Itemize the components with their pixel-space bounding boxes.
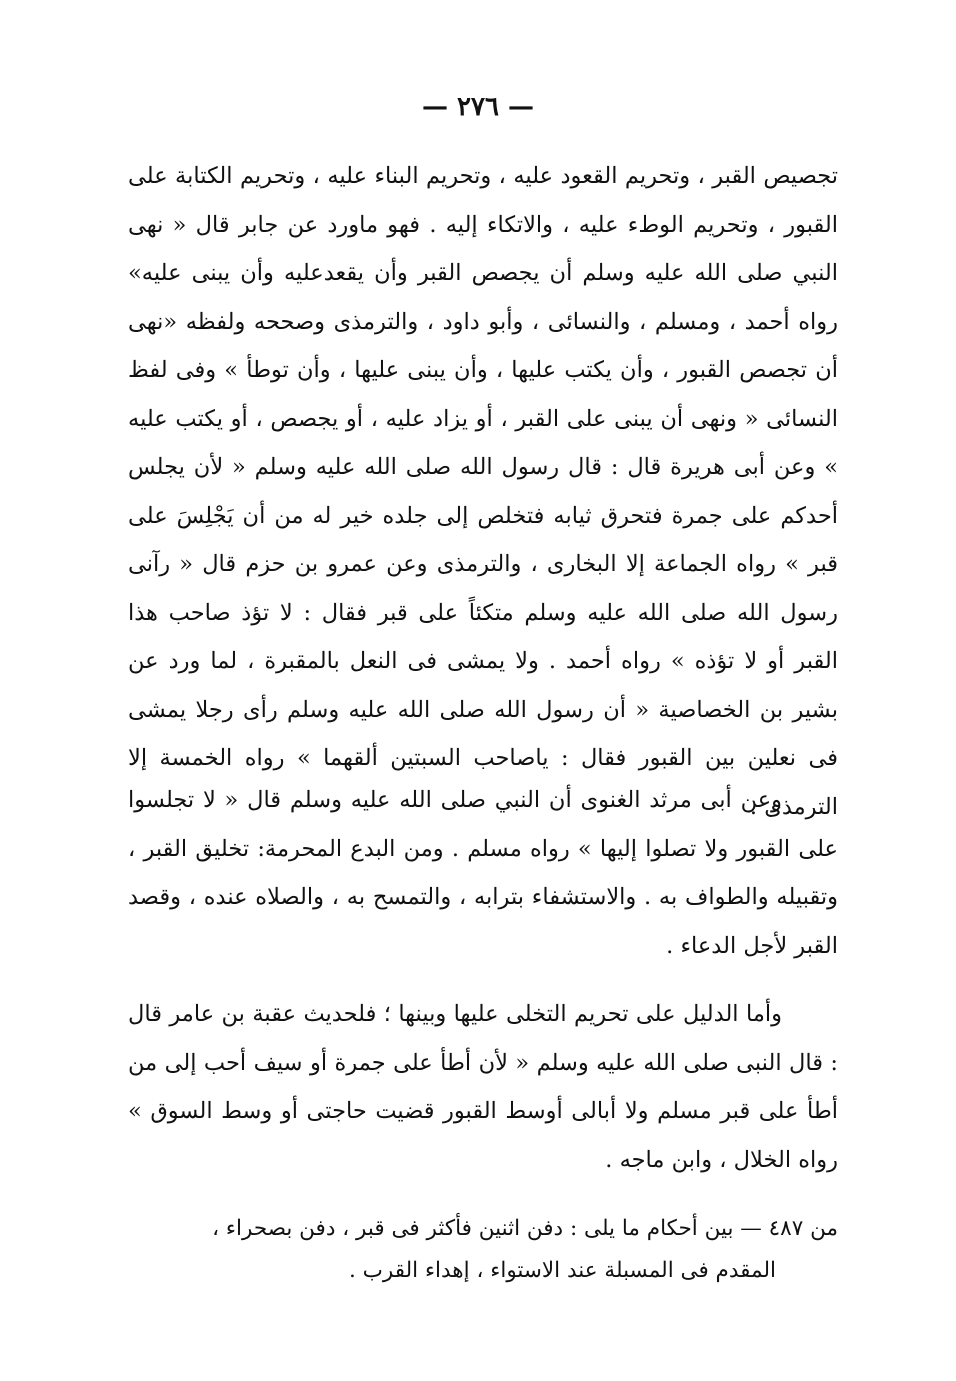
- paragraph-grave-prohibitions: تجصيص القبر ، وتحريم القعود عليه ، وتحريم البناء عليه ، وتحريم الكتابة على القبور ، وتحريم الوطء عليه ، والاتكاء إليه . فهو ماورد عن جابر قال « نهى النبي صلى الله عليه وسلم أن يجصص القبر وأن يقعدعليه وأن يبنى عليه» رواه أحمد ، ومسلم ، والنسائى ، وأبو داود ، والترمذى وصححه ولفظه «نهى أن تجصص القبور ، وأن يكتب عليها ، وأن يبنى عليها ، وأن توطأ » وفى لفظ النسائى « ونهى أن يبنى على القبر ، أو يزاد عليه ، أو يجصص ، أو يكتب عليه » وعن أبى هريرة قال : قال رسول الله صلى الله عليه وسلم « لأن يجلس أحدكم على جمرة فتحرق ثيابه فتخلص إلى جلده خير له من أن يَجْلِسَ على قبر » رواه الجماعة إلا البخارى ، والترمذى وعن عمرو بن حزم قال « رآنى رسول الله صلى الله عليه وسلم متكئاً على قبر فقال : لا تؤذ صاحب هذا القبر أو لا تؤذه » رواه أحمد . ولا يمشى فى النعل بالمقبرة ، لما ورد عن بشير بن الخصاصية « أن رسول الله صلى الله عليه وسلم رأى رجلا يمشى فى نعلين بين القبور فقال : ياصاحب السبتين ألقهما » رواه الخمسة إلا الترمذى .: [128, 163, 838, 820]
- paragraph-grave-innovations: وعن أبى مرثد الغنوى أن النبي صلى الله عليه وسلم قال « لا تجلسوا على القبور ولا تصلوا إليها » رواه مسلم . ومن البدع المحرمة: تخليق القبر ، وتقبيله والطواف به . والاستشفاء بترابه ، والتمسح به ، والصلاه عنده ، وقصد القبر لأجل الدعاء .: [128, 787, 838, 959]
- page-number: — ٢٧٦ —: [421, 92, 535, 122]
- exercise-question-line-1: من ٤٨٧ — بين أحكام ما يلى : دفن اثنين فأكثر فى قبر ، دفن بصحراء ،: [212, 1216, 838, 1241]
- exercise-question-line-2: المقدم فى المسبلة عند الاستواء ، إهداء القرب .: [348, 1258, 776, 1283]
- paragraph-relieving-on-graves: وأما الدليل على تحريم التخلى عليها وبينها ؛ فلحديث عقبة بن عامر قال : قال النبى صلى الله عليه وسلم « لأن أطأ على جمرة أو سيف أحب إلى من أطأ على قبر مسلم ولا أبالى أوسط القبور قضيت حاجتى أو وسط السوق » رواه الخلال ، وابن ماجه .: [128, 1001, 838, 1173]
- exercise-question: [128, 1208, 838, 1292]
